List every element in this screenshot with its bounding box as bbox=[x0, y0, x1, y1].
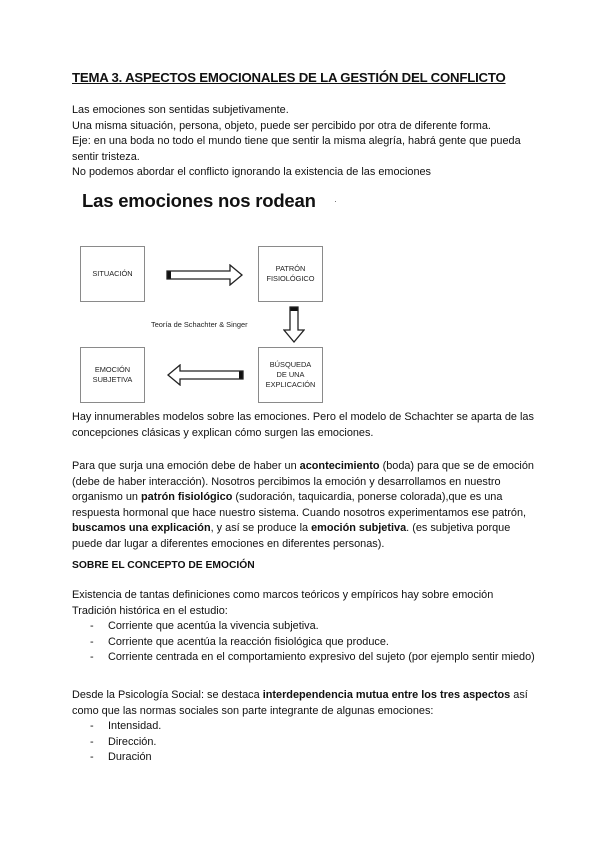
box-situacion bbox=[80, 246, 145, 302]
tradition-list bbox=[72, 619, 542, 666]
list-item: - Duración bbox=[72, 750, 542, 766]
text-run: Desde la Psicología Social: se destaca bbox=[72, 689, 263, 701]
models-paragraph: Hay innumerables modelos sobre las emociones. Pero el modelo de Schachter se aparta de las concepciones clásicas y explican cómo surgen las emociones. bbox=[72, 411, 534, 439]
bold-term: patrón fisiológico bbox=[141, 491, 233, 503]
concept-paragraph bbox=[72, 588, 542, 666]
box-label: FISIOLÓGICO bbox=[266, 274, 315, 283]
list-item: - Corriente que acentúa la reacción fisiológica que produce. bbox=[72, 635, 542, 651]
box-label-group bbox=[266, 264, 314, 284]
aspects-list bbox=[72, 719, 542, 766]
social-text bbox=[72, 688, 542, 719]
list-item: - Dirección. bbox=[72, 735, 542, 751]
box-label-group bbox=[266, 360, 316, 390]
list-item: - Intensidad. bbox=[72, 719, 542, 735]
text-run: (sudoración, taquicardia, ponerse colorada),que es una respuesta hormonal que hace nuestro sistema. Cuando nosotros experimentamos ese patrón, bbox=[72, 491, 527, 519]
text-run: , y así se produce la bbox=[210, 522, 312, 534]
bold-term: emoción subjetiva bbox=[311, 522, 407, 534]
intro-paragraph bbox=[72, 103, 542, 181]
document-title: TEMA 3. ASPECTOS EMOCIONALES DE LA GESTIÓN DEL CONFLICTO bbox=[72, 70, 506, 85]
bold-term: buscamos una explicación bbox=[72, 522, 211, 534]
box-label: EXPLICACIÓN bbox=[265, 380, 316, 389]
list-item: - Corriente centrada en el comportamiento expresivo del sujeto (por ejemplo sentir miedo) bbox=[72, 650, 542, 666]
box-emocion-subjetiva bbox=[80, 347, 145, 403]
arrow-right-icon bbox=[166, 264, 244, 286]
box-busqueda-explicacion bbox=[258, 347, 323, 403]
intro-line: Eje: en una boda no todo el mundo tiene que sentir la misma alegría, habrá gente que pueda sentir tristeza. bbox=[72, 135, 521, 163]
arrow-left-icon bbox=[166, 364, 244, 386]
box-label: BÚSQUEDA bbox=[269, 360, 312, 369]
box-label: PATRÓN bbox=[275, 264, 306, 273]
box-label: DE UNA bbox=[276, 370, 305, 379]
box-label: SUBJETIVA bbox=[92, 375, 133, 384]
box-label: EMOCIÓN bbox=[94, 365, 131, 374]
box-label: SITUACIÓN bbox=[92, 269, 133, 278]
diagram-caption: Teoría de Schachter & Singer bbox=[151, 320, 248, 329]
process-paragraph bbox=[72, 459, 542, 552]
social-paragraph bbox=[72, 688, 542, 766]
arrow-down-icon bbox=[283, 306, 305, 344]
box-label-group bbox=[93, 365, 133, 385]
section-heading: SOBRE EL CONCEPTO DE EMOCIÓN bbox=[72, 560, 255, 571]
intro-line: No podemos abordar el conflicto ignorando la existencia de las emociones bbox=[72, 166, 431, 178]
concept-line: Existencia de tantas definiciones como marcos teóricos y empíricos hay sobre emoción bbox=[72, 589, 494, 601]
text-run: así como que las normas sociales son parte integrante de algunas emociones: bbox=[72, 689, 528, 717]
stray-dot bbox=[335, 201, 336, 202]
intro-line: Las emociones son sentidas subjetivamente. bbox=[72, 104, 289, 116]
diagram-title: Las emociones nos rodean bbox=[82, 190, 316, 211]
text-run: . (es subjetiva porque puede dar lugar a diferentes emociones en diferentes personas). bbox=[72, 522, 511, 550]
text-run: Para que surja una emoción debe de haber un bbox=[72, 460, 300, 472]
bold-term: acontecimiento bbox=[299, 460, 380, 472]
bold-term: interdependencia mutua entre los tres aspectos bbox=[262, 689, 511, 701]
box-patron-fisiologico bbox=[258, 246, 323, 302]
list-item: - Corriente que acentúa la vivencia subjetiva. bbox=[72, 619, 542, 635]
text-run: (boda) para que se de emoción (debe de haber interacción). Nosotros percibimos la emoción y desarrollamos en nuestro organismo un bbox=[72, 460, 534, 503]
intro-line: Una misma situación, persona, objeto, puede ser percibido por otra de diferente forma. bbox=[72, 119, 491, 132]
concept-line: Tradición histórica en el estudio: bbox=[72, 604, 228, 617]
